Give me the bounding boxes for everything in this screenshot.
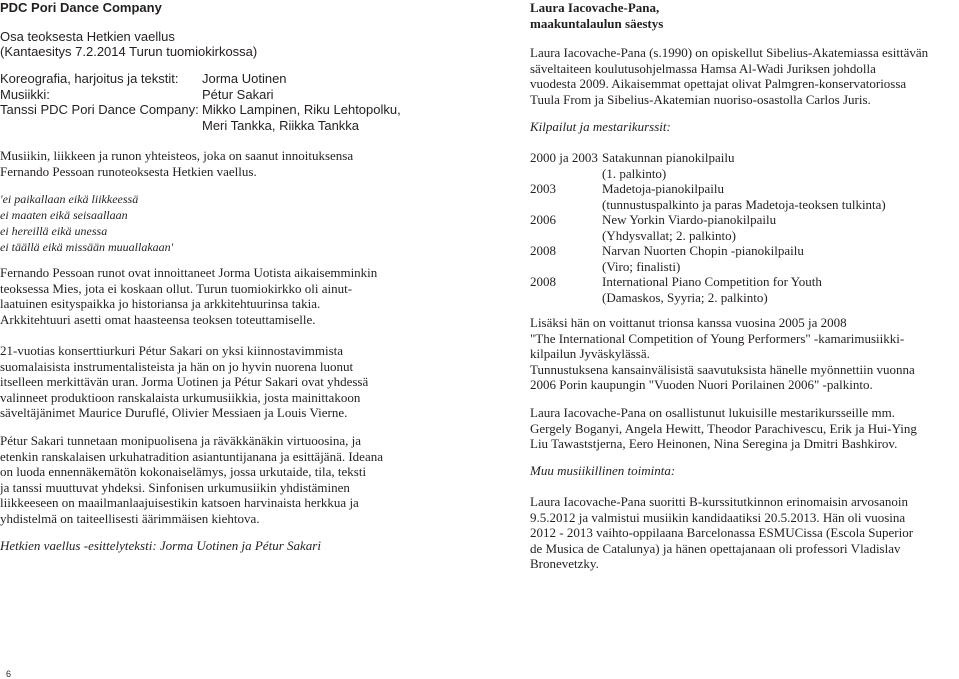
competition-row xyxy=(530,212,886,228)
sakari-paragraph xyxy=(0,343,368,421)
credit-label: Musiikki: xyxy=(0,86,50,102)
heading-line: maakuntalaulun säestys xyxy=(530,15,664,31)
competition-name: Madetoja-pianokilpailu xyxy=(602,181,725,196)
competition-name: New Yorkin Viardo-pianokilpailu xyxy=(602,212,777,227)
text-line: Laura Iacovache-Pana on osallistunut lukuisille mestarikursseille mm. xyxy=(530,405,895,420)
competition-row xyxy=(530,259,886,275)
text-line: 9.5.2012 ja valmistui musiikin kandidaatiksi 20.5.2013. Hän oli vuosina xyxy=(530,509,906,525)
competition-year: 2006 xyxy=(530,212,556,227)
competition-row xyxy=(530,290,886,306)
heading-line: Laura Iacovache-Pana, xyxy=(530,0,660,15)
text-line: 2012 - 2013 vaihto-oppilaana Barcelonassa ESMUCissa (Escola Superior xyxy=(530,525,914,540)
competition-row xyxy=(530,166,886,182)
competition-name: Satakunnan pianokilpailu xyxy=(602,150,735,165)
intro-paragraph xyxy=(0,148,353,179)
competition-result: (tunnustuspalkinto ja paras Madetoja-teoksen tulkinta) xyxy=(602,196,886,212)
competition-row xyxy=(530,274,886,290)
competitions-list xyxy=(530,150,886,305)
credit-value: Jorma Uotinen xyxy=(202,71,287,86)
competition-name: International Piano Competition for Youth xyxy=(602,274,822,289)
competition-year: 2000 ja 2003 xyxy=(530,150,598,165)
text-line: Laura Iacovache-Pana suoritti B-kurssitutkinnon erinomaisin arvosanoin xyxy=(530,494,908,509)
text-line: teoksessa Mies, jota ei koskaan ollut. Turun tuomiokirkko oli ainut- xyxy=(0,280,353,296)
text-line: Pétur Sakari tunnetaan monipuolisena ja räväkkänäkin virtuoosina, ja xyxy=(0,433,362,448)
competition-result: (Viro; finalisti) xyxy=(602,258,681,274)
poem-quote xyxy=(0,191,173,255)
virtuoso-paragraph xyxy=(0,433,383,526)
text-line: Tunnustuksena kansainvälisistä saavutuksista hänelle myönnettiin vuonna xyxy=(530,361,915,377)
competitions-heading: Kilpailut ja mestarikurssit: xyxy=(530,119,671,134)
credit-value: Pétur Sakari xyxy=(202,86,274,102)
text-line: Musiikin, liikkeen ja runon yhteisteos, joka on saanut innoituksensa xyxy=(0,148,354,163)
competition-year: 2008 xyxy=(530,243,556,258)
text-line: on luoda ennennäkemätön kokonaiselämys, jossa urkutaide, tila, teksti xyxy=(0,464,367,479)
text-line: säveltaiteen koulutusohjelmassa Hamsa Al-Wadi Juriksen johdolla xyxy=(530,60,876,76)
masterclass-paragraph xyxy=(530,405,917,452)
company-title: PDC Pori Dance Company xyxy=(0,0,162,15)
text-line: liikkeeseen on maailmanlaajuisestikin katsoen harvinaista herkkua ja xyxy=(0,495,359,510)
credit-row xyxy=(0,71,401,87)
credit-row xyxy=(0,102,401,118)
text-line: ja tanssi muuttuvat yhdeksi. Sinfonisen urkumusiikin yhdistäminen xyxy=(0,479,350,495)
poem-line: 'ei paikallaan eikä liikkeessä xyxy=(0,192,139,206)
text-line: Laura Iacovache-Pana (s.1990) on opiskellut Sibelius-Akatemiassa esittävän xyxy=(530,45,929,60)
text-line: vuodesta 2009. Aikaisemmat opettajat olivat Palmgren-konservatoriossa xyxy=(530,76,907,91)
poem-line: ei hereillä eikä unessa xyxy=(0,224,108,238)
competition-name: Narvan Nuorten Chopin -pianokilpailu xyxy=(602,243,804,258)
credit-row xyxy=(0,118,401,134)
text-line: yhdistelmä on taiteellisesti äärimmäisen kiehtova. xyxy=(0,510,260,526)
text-line: Bronevetzky. xyxy=(530,556,599,571)
text-line: de Musica de Catalunya) ja hänen opettajanaan oli professori Vladislav xyxy=(530,540,901,556)
competition-row xyxy=(530,150,886,166)
text-line: 2006 Porin kaupungin "Vuoden Nuori Porilainen 2006" -palkinto. xyxy=(530,377,873,392)
program-header xyxy=(0,0,257,60)
subtitle-line: Osa teoksesta Hetkien vaellus xyxy=(0,28,175,44)
competition-result: (1. palkinto) xyxy=(602,165,667,181)
text-line: Lisäksi hän on voittanut trionsa kanssa vuosina 2005 ja 2008 xyxy=(530,315,847,330)
credit-label xyxy=(0,118,202,134)
credit-label: Tanssi PDC Pori Dance Company: xyxy=(0,102,199,117)
text-line: "The International Competition of Young Performers" -kamarimusiikki- xyxy=(530,330,905,346)
artist-heading xyxy=(530,0,663,31)
page-number: 6 xyxy=(6,669,12,679)
text-line: Fernando Pessoan runot ovat innoittaneet Jorma Uotista aikaisemminkin xyxy=(0,265,378,280)
awards-paragraph xyxy=(530,315,915,393)
text-line: laatuinen esityspaikka jo historiansa ja arkkitehtuurinsa takia. xyxy=(0,296,321,311)
text-line: Liu Tawaststjerna, Eero Heinonen, Nina Seregina ja Dmitri Bashkirov. xyxy=(530,436,898,451)
credits-list xyxy=(0,71,401,133)
text-line: Arkkitehtuuri asetti omat haasteensa teoksen toteuttamiselle. xyxy=(0,311,316,327)
competition-row xyxy=(530,181,886,197)
competition-result: (Yhdysvallat; 2. palkinto) xyxy=(602,227,736,243)
credit-label: Koreografia, harjoitus ja tekstit: xyxy=(0,71,179,86)
pessoa-paragraph xyxy=(0,265,377,327)
competition-row xyxy=(530,243,886,259)
credit-value: Meri Tankka, Riikka Tankka xyxy=(202,117,360,133)
other-activity-paragraph xyxy=(530,494,913,572)
other-activity-heading: Muu musiikillinen toiminta: xyxy=(530,463,676,478)
competition-year: 2008 xyxy=(530,274,556,289)
text-line: kilpailun Jyväskylässä. xyxy=(530,346,650,361)
text-line: 21-vuotias konserttiurkuri Pétur Sakari on yksi kiinnostavimmista xyxy=(0,343,344,358)
competition-year: 2003 xyxy=(530,181,556,196)
competition-row xyxy=(530,197,886,213)
competition-row xyxy=(530,228,886,244)
text-line: suomalaisista instrumentalisteista ja hän on jo hyvin nuorena luonut xyxy=(0,358,354,374)
bio-paragraph xyxy=(530,45,928,107)
subtitle-line: (Kantaesitys 7.2.2014 Turun tuomiokirkossa) xyxy=(0,44,258,59)
text-line: Gergely Boganyi, Angela Hewitt, Theodor Parachivescu, Erik ja Hui-Ying xyxy=(530,420,917,436)
text-line: säveltäjänimet Maurice Duruflé, Olivier Messiaen ja Louis Vierne. xyxy=(0,405,348,420)
competition-result: (Damaskos, Syyria; 2. palkinto) xyxy=(602,289,768,305)
poem-line: ei maaten eikä seisaallaan xyxy=(0,208,128,222)
text-line: itselleen merkittävän uran. Jorma Uotinen ja Pétur Sakari ovat yhdessä xyxy=(0,374,369,389)
poem-line: ei täällä eikä missään muuallakaan' xyxy=(0,240,174,254)
credit-value: Mikko Lampinen, Riku Lehtopolku, xyxy=(202,102,401,117)
footer-credit: Hetkien vaellus -esittelyteksti: Jorma Uotinen ja Pétur Sakari xyxy=(0,538,321,553)
text-line: valinneet produktioon ranskalaista urkumusiikkia, josta mainittakoon xyxy=(0,389,361,405)
text-line: Tuula From ja Sibelius-Akatemian nuoriso-osastolla Carlos Juris. xyxy=(530,91,871,107)
text-line: etenkin ranskalaisen urkuhatradition asiantuntijanana ja esittäjänä. Ideana xyxy=(0,448,383,464)
text-line: Fernando Pessoan runoteoksesta Hetkien vaellus. xyxy=(0,163,257,179)
credit-row xyxy=(0,87,401,103)
work-subtitle xyxy=(0,29,257,60)
